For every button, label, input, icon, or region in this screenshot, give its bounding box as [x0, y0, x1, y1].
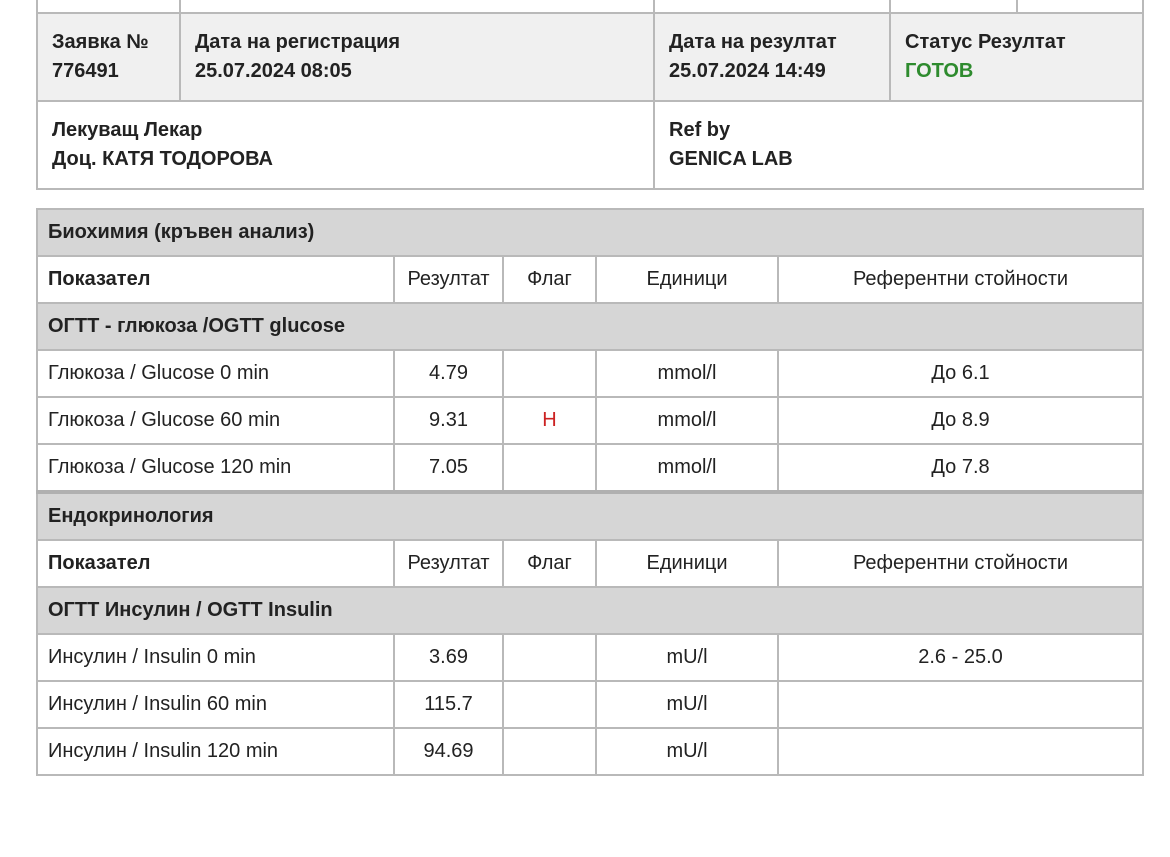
section-header-biochemistry [37, 209, 1143, 256]
panel-header-glucose [37, 303, 1143, 350]
col-units: Единици [596, 540, 778, 587]
order-info-table [36, 0, 1144, 190]
panel-header-insulin [37, 587, 1143, 634]
reference-value [778, 681, 1143, 728]
col-indicator: Показател [37, 540, 394, 587]
units-value: mU/l [596, 681, 778, 728]
ref-value: GENICA LAB [669, 148, 793, 170]
results-table [36, 208, 1144, 776]
units-value: mmol/l [596, 397, 778, 444]
order-number-label: Заявка № [52, 31, 149, 53]
units-value: mU/l [596, 634, 778, 681]
result-value: 115.7 [394, 681, 503, 728]
col-units: Единици [596, 256, 778, 303]
doctor-name: Доц. КАТЯ ТОДОРОВА [52, 148, 273, 170]
flag-value [503, 634, 596, 681]
result-value: 4.79 [394, 350, 503, 397]
col-reference: Референтни стойности [778, 540, 1143, 587]
col-flag: Флаг [503, 256, 596, 303]
reference-value: 2.6 - 25.0 [778, 634, 1143, 681]
table-row [37, 681, 1143, 728]
indicator-name: Глюкоза / Glucose 0 min [37, 350, 394, 397]
doctor-row [37, 101, 1143, 189]
col-result: Резултат [394, 540, 503, 587]
table-row [37, 634, 1143, 681]
panel-title: ОГТТ - глюкоза /OGTT glucose [37, 303, 1143, 350]
ref-cell [654, 101, 1143, 189]
result-date-cell [654, 13, 890, 101]
registration-date-label: Дата на регистрация [195, 31, 401, 53]
indicator-name: Инсулин / Insulin 120 min [37, 728, 394, 775]
section-header-endocrinology [37, 492, 1143, 540]
status-badge: ГОТОВ [905, 60, 974, 82]
indicator-name: Глюкоза / Glucose 120 min [37, 444, 394, 492]
col-reference: Референтни стойности [778, 256, 1143, 303]
units-value: mmol/l [596, 350, 778, 397]
flag-value [503, 681, 596, 728]
panel-title: ОГТТ Инсулин / OGTT Insulin [37, 587, 1143, 634]
col-indicator: Показател [37, 256, 394, 303]
info-stub-row [37, 0, 1143, 13]
indicator-name: Инсулин / Insulin 60 min [37, 681, 394, 728]
reference-value: До 7.8 [778, 444, 1143, 492]
registration-date-cell [180, 13, 654, 101]
result-date: 25.07.2024 14:49 [669, 60, 826, 82]
reference-value: До 8.9 [778, 397, 1143, 444]
result-date-label: Дата на резултат [669, 31, 837, 53]
section-title: Ендокринология [37, 492, 1143, 540]
status-cell [890, 13, 1143, 101]
table-row [37, 350, 1143, 397]
order-number-cell [37, 13, 180, 101]
order-dates-row [37, 13, 1143, 101]
col-flag: Флаг [503, 540, 596, 587]
units-value: mmol/l [596, 444, 778, 492]
reference-value: До 6.1 [778, 350, 1143, 397]
result-value: 7.05 [394, 444, 503, 492]
result-value: 9.31 [394, 397, 503, 444]
table-row [37, 397, 1143, 444]
flag-value [503, 350, 596, 397]
result-value: 94.69 [394, 728, 503, 775]
doctor-cell [37, 101, 654, 189]
doctor-label: Лекуващ Лекар [52, 119, 203, 141]
flag-value [503, 728, 596, 775]
status-label: Статус Резултат [905, 31, 1066, 53]
col-result: Резултат [394, 256, 503, 303]
order-number: 776491 [52, 60, 119, 82]
registration-date: 25.07.2024 08:05 [195, 60, 352, 82]
section-title: Биохимия (кръвен анализ) [37, 209, 1143, 256]
ref-label: Ref by [669, 119, 731, 141]
table-row [37, 444, 1143, 492]
flag-value: H [503, 397, 596, 444]
indicator-name: Глюкоза / Glucose 60 min [37, 397, 394, 444]
reference-value [778, 728, 1143, 775]
flag-value [503, 444, 596, 492]
result-value: 3.69 [394, 634, 503, 681]
table-row [37, 728, 1143, 775]
column-header-row [37, 540, 1143, 587]
units-value: mU/l [596, 728, 778, 775]
indicator-name: Инсулин / Insulin 0 min [37, 634, 394, 681]
column-header-row [37, 256, 1143, 303]
